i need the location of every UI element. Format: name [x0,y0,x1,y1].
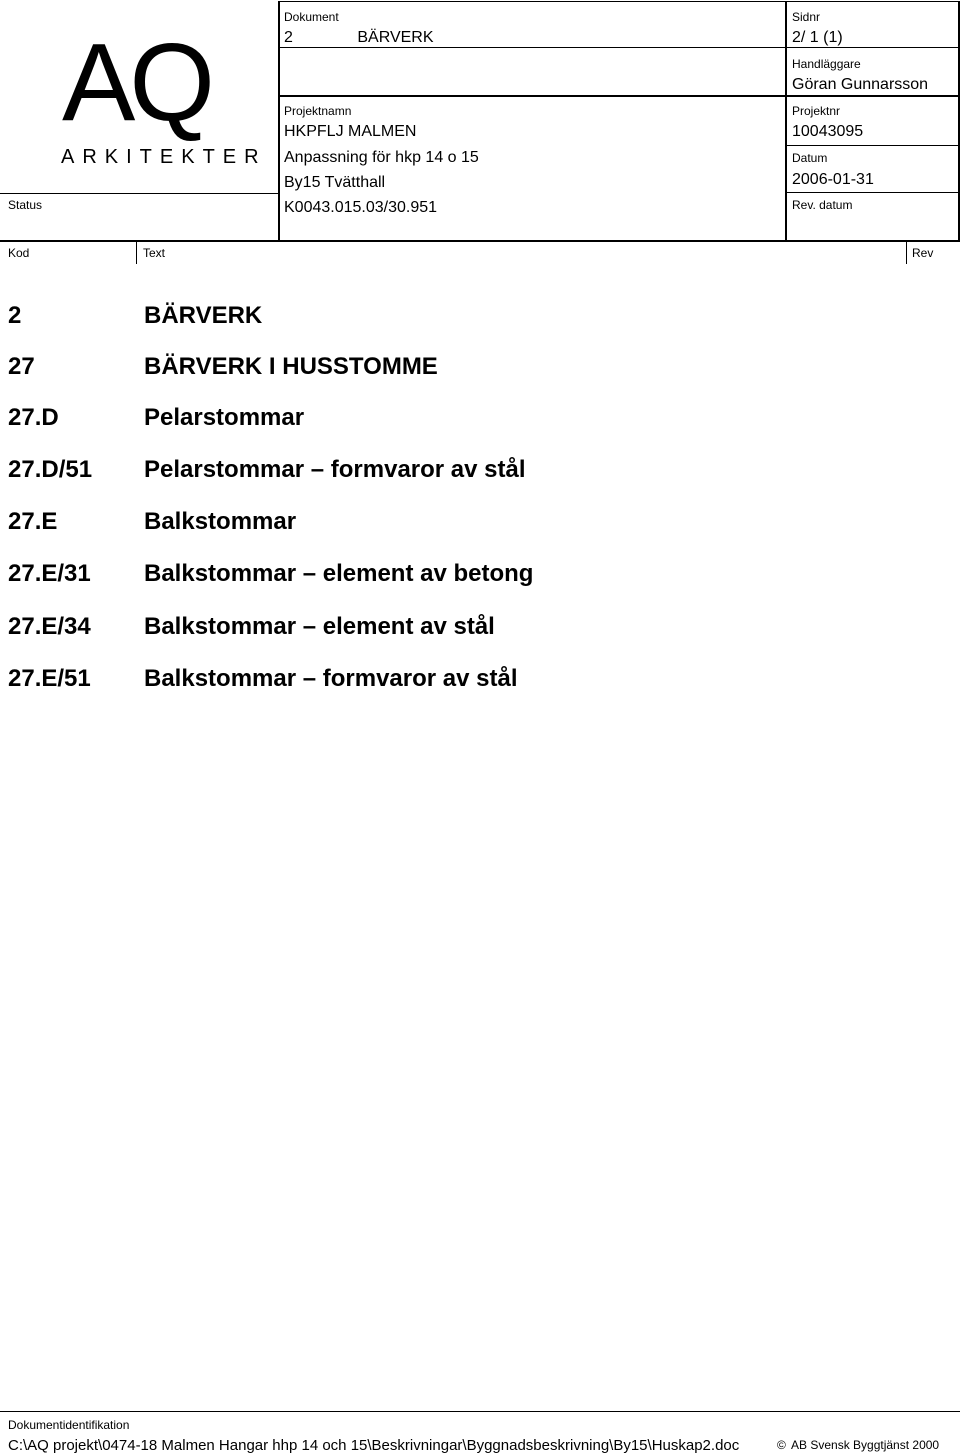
column-header-rev: Rev [912,246,934,260]
header-divider-right [785,1,787,241]
column-divider-rev [906,240,907,264]
header-rule-2 [278,95,958,97]
entry-code: 27.E/31 [8,560,91,587]
dokument-value: 2 BÄRVERK [284,29,434,46]
header-rule-sidnr [785,47,958,48]
status-label: Status [8,198,43,212]
entry-text: Balkstommar [144,508,297,535]
footer-top-border [0,1411,960,1412]
dokument-label: Dokument [284,10,339,24]
handlaggare-label: Handläggare [792,57,861,71]
projektnamn-line-3: By15 Tvätthall [284,174,386,191]
header-top-border [278,1,958,2]
handlaggare-value: Göran Gunnarsson [792,76,929,93]
projektnr-label: Projektnr [792,104,841,118]
header-rule-1 [278,47,785,48]
entry-code: 27.E/34 [8,613,91,640]
entry-code: 2 [8,302,22,329]
footer-document-path: C:\AQ projekt\0474-18 Malmen Hangar hhp 14 och 15\Beskrivningar\Byggnadsbeskrivning\By15\Huskap2.doc [8,1437,740,1454]
header-rule-projektnr [785,145,958,146]
entry-text: Pelarstommar [144,404,305,431]
column-header-text: Text [143,246,166,260]
entry-code: 27.D/51 [8,456,93,483]
column-divider-kod [136,240,137,264]
entry-text: Pelarstommar – formvaror av stål [144,456,526,483]
entry-code: 27.D [8,404,59,431]
company-logo-subtitle: ARKITEKTER [61,146,267,168]
footer-copyright: AB Svensk Byggtjänst 2000 [791,1438,940,1452]
header-divider-left [278,1,280,241]
footer-label: Dokumentidentifikation [8,1418,130,1432]
datum-label: Datum [792,151,828,165]
header-bottom-border [0,240,960,242]
sidnr-value: 2/ 1 (1) [792,29,843,46]
entry-text: Balkstommar – element av betong [144,560,534,587]
copyright-icon: © [777,1438,786,1452]
entry-text: Balkstommar – formvaror av stål [144,665,518,692]
entry-code: 27 [8,353,35,380]
projektnr-value: 10043095 [792,123,864,140]
entry-text: BÄRVERK I HUSSTOMME [144,353,438,380]
projektnamn-label: Projektnamn [284,104,352,118]
projektnamn-line-2: Anpassning för hkp 14 o 15 [284,149,479,166]
status-rule [0,193,278,194]
company-logo-mark: AQ [62,21,209,144]
entry-text: Balkstommar – element av stål [144,613,495,640]
entry-code: 27.E [8,508,58,535]
projektnamn-line-1: HKPFLJ MALMEN [284,123,417,140]
sidnr-label: Sidnr [792,10,821,24]
entry-code: 27.E/51 [8,665,91,692]
datum-value: 2006-01-31 [792,171,874,188]
projektnamn-line-4: K0043.015.03/30.951 [284,199,438,216]
column-header-kod: Kod [8,246,30,260]
header-rule-datum [785,192,958,193]
entry-text: BÄRVERK [144,302,263,329]
rev-datum-label: Rev. datum [792,198,853,212]
